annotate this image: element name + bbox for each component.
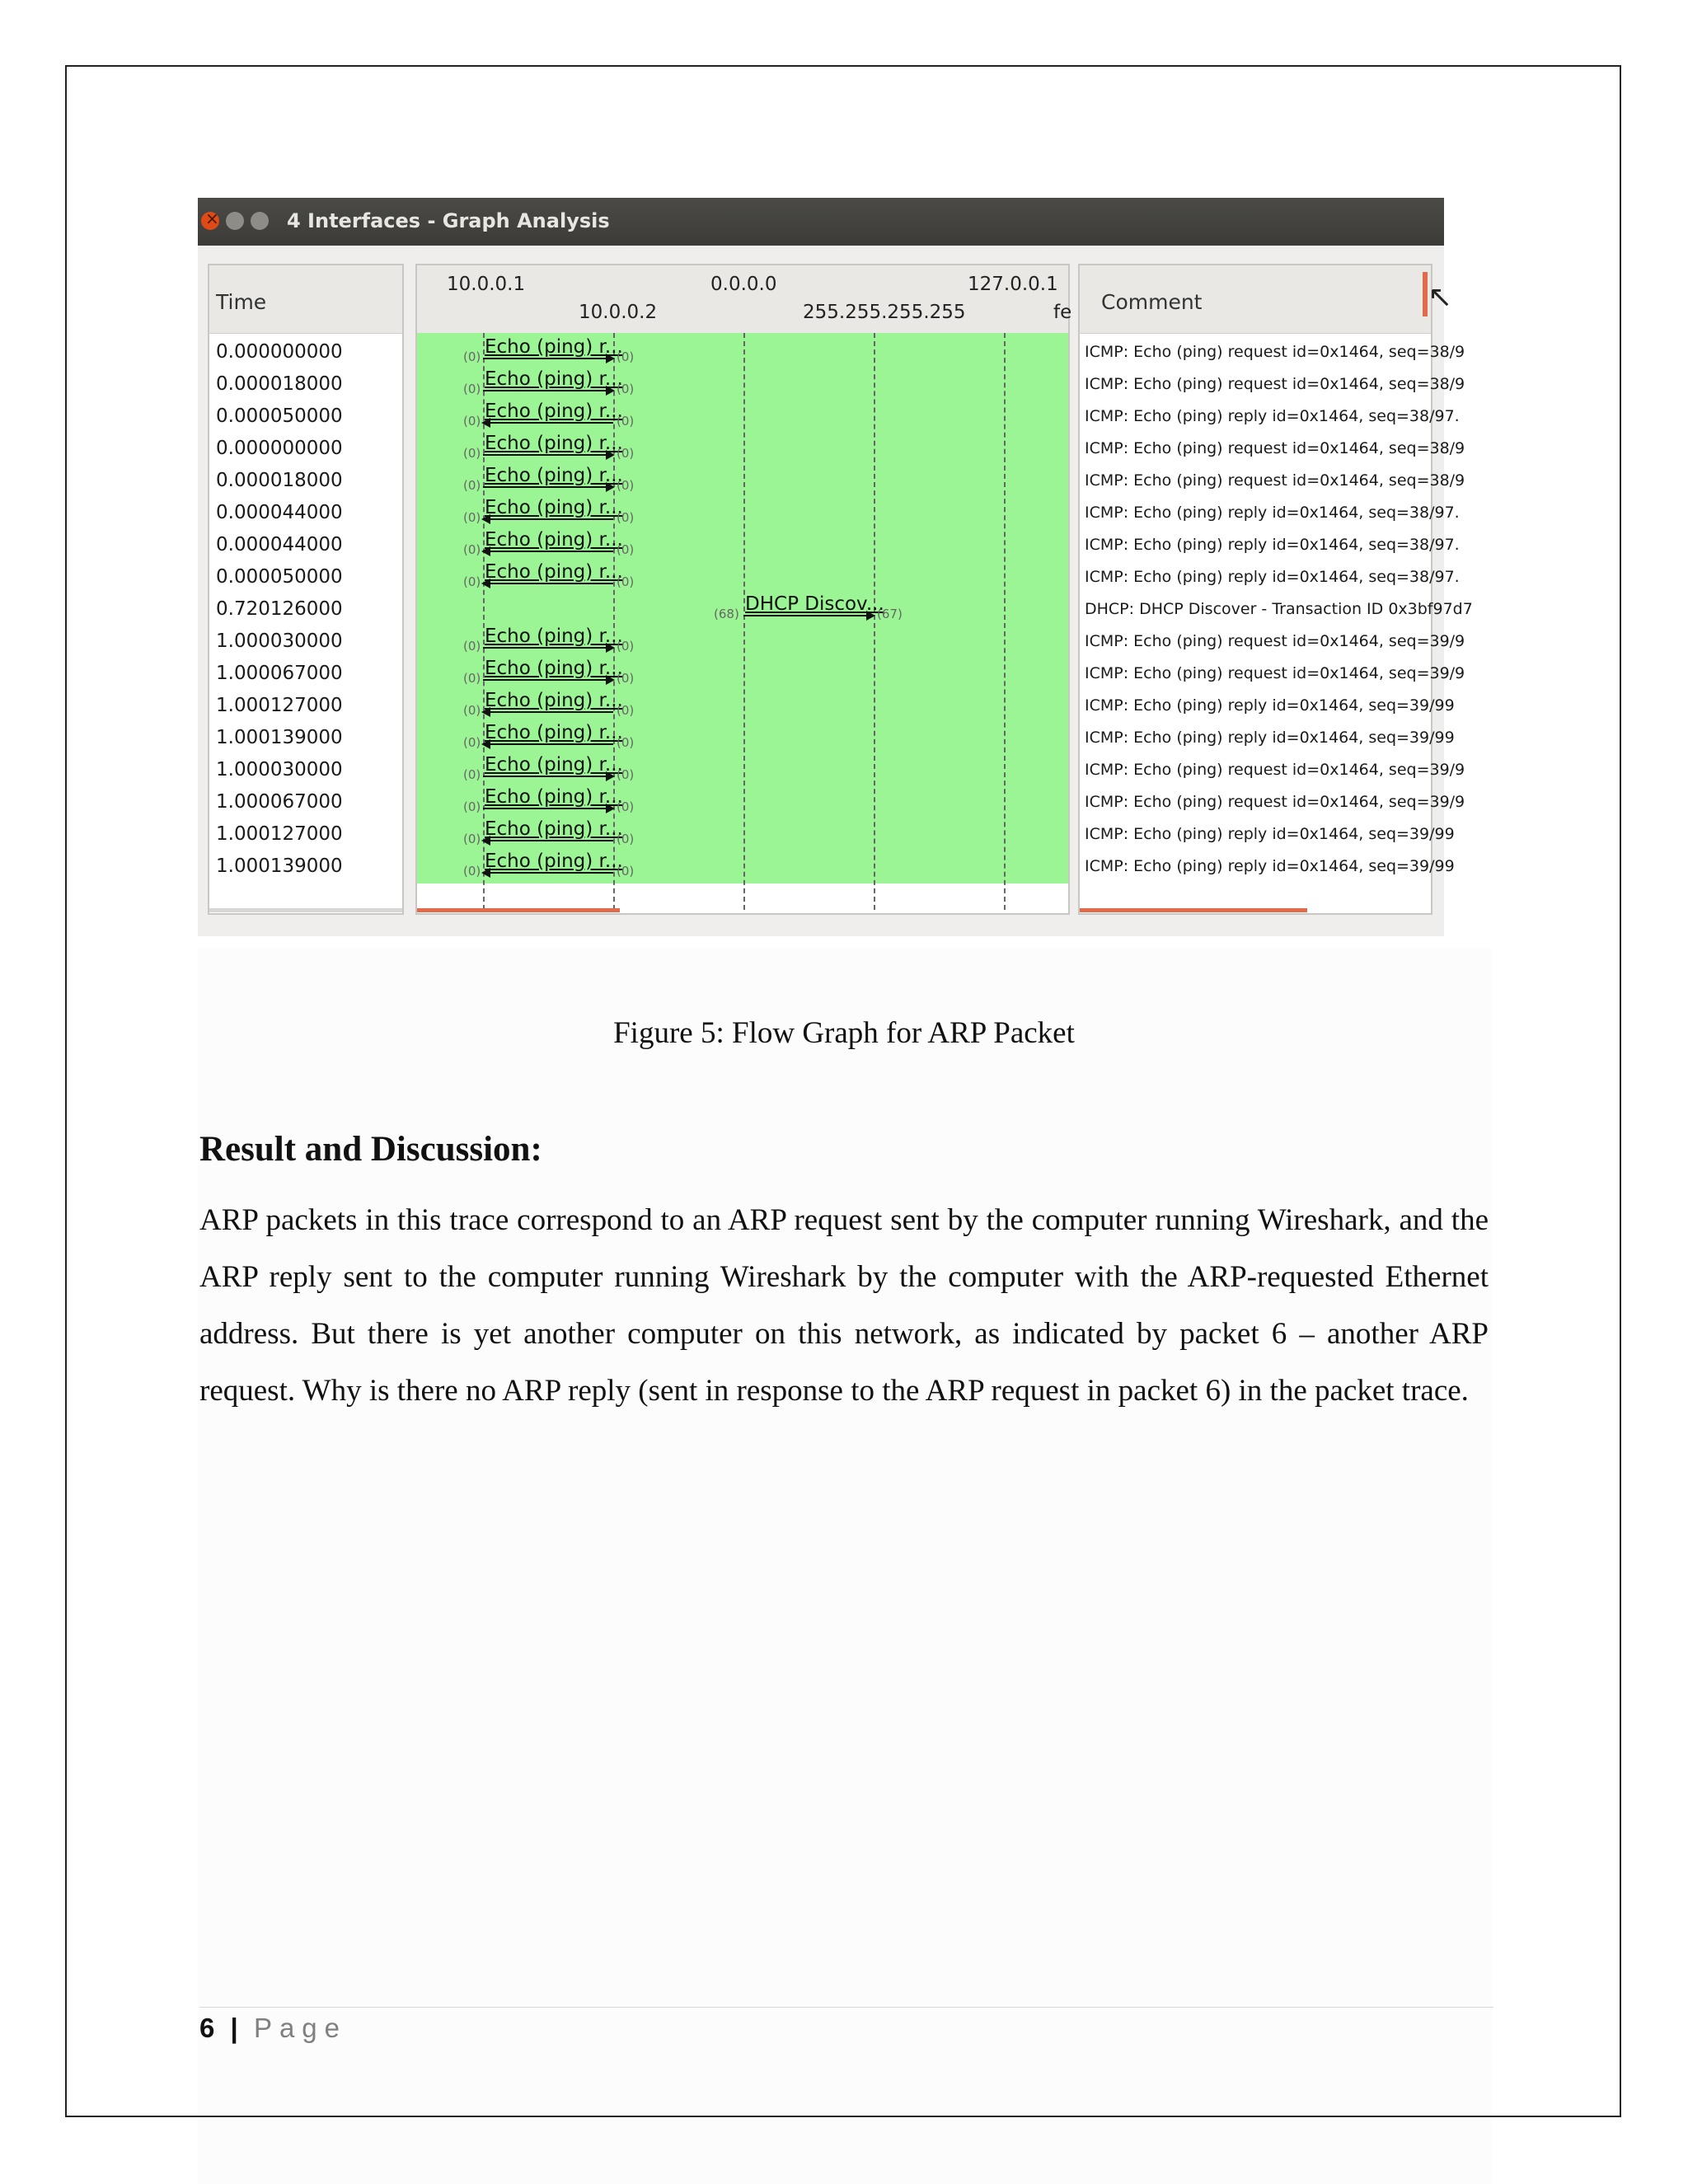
section-heading: Result and Discussion: bbox=[199, 1130, 542, 1169]
destination-port-label: (0) bbox=[617, 767, 635, 782]
time-cell[interactable]: 0.000018000 bbox=[216, 373, 343, 395]
node-lifeline bbox=[1004, 333, 1006, 910]
source-port-label: (0) bbox=[463, 864, 481, 879]
time-cell[interactable]: 1.000139000 bbox=[216, 727, 343, 748]
time-cell[interactable]: 0.000044000 bbox=[216, 534, 343, 555]
flow-arrow bbox=[483, 551, 613, 552]
body-paragraph: ARP packets in this trace correspond to an ARP request sent by the computer running Wireshark, and the ARP reply sent to the computer running Wireshark by the computer with the ARP-requested Ethernet address. But there is yet another computer on this network, as indicated by packet 6 – another ARP request. Why is there no ARP reply (sent in response to the ARP request in packet 6) in the packet trace. bbox=[199, 1203, 1489, 1408]
destination-port-label: (0) bbox=[617, 735, 635, 750]
flow-message-label[interactable]: Echo (ping) r... bbox=[485, 465, 623, 486]
comment-cell[interactable]: ICMP: Echo (ping) reply id=0x1464, seq=38/97. bbox=[1085, 407, 1460, 425]
time-cell[interactable]: 0.000050000 bbox=[216, 405, 343, 427]
node-label: 10.0.0.1 bbox=[447, 274, 526, 295]
window-title: 4 Interfaces - Graph Analysis bbox=[287, 209, 610, 232]
comment-cell[interactable]: ICMP: Echo (ping) request id=0x1464, seq=39/9 bbox=[1085, 793, 1465, 811]
time-cell[interactable]: 1.000030000 bbox=[216, 630, 343, 652]
destination-port-label: (0) bbox=[617, 349, 635, 364]
comment-cell[interactable]: ICMP: Echo (ping) request id=0x1464, seq=39/9 bbox=[1085, 632, 1465, 650]
comment-cell[interactable]: ICMP: Echo (ping) reply id=0x1464, seq=38/97. bbox=[1085, 504, 1460, 522]
flow-message-label[interactable]: Echo (ping) r... bbox=[485, 561, 623, 583]
comment-cell[interactable]: ICMP: Echo (ping) reply id=0x1464, seq=39/99 bbox=[1085, 696, 1455, 715]
time-cell[interactable]: 0.000018000 bbox=[216, 470, 343, 491]
comment-cell[interactable]: ICMP: Echo (ping) request id=0x1464, seq=39/9 bbox=[1085, 664, 1465, 682]
flow-message-label[interactable]: Echo (ping) r... bbox=[485, 722, 623, 743]
source-port-label: (0) bbox=[463, 735, 481, 750]
flow-arrow bbox=[483, 486, 613, 488]
destination-port-label: (0) bbox=[617, 446, 635, 461]
destination-port-label: (0) bbox=[617, 510, 635, 525]
time-cell[interactable]: 0.000000000 bbox=[216, 341, 343, 363]
time-cell[interactable]: 1.000067000 bbox=[216, 663, 343, 684]
graph-scrollbar-thumb[interactable] bbox=[417, 908, 620, 912]
source-port-label: (0) bbox=[463, 542, 481, 557]
flow-arrow bbox=[483, 358, 613, 359]
flow-message-label[interactable]: Echo (ping) r... bbox=[485, 851, 623, 872]
flow-message-label[interactable]: Echo (ping) r... bbox=[485, 818, 623, 840]
destination-port-label: (0) bbox=[617, 639, 635, 654]
comment-cell[interactable]: ICMP: Echo (ping) reply id=0x1464, seq=39/99 bbox=[1085, 729, 1455, 747]
flow-graph-pane[interactable] bbox=[415, 264, 1070, 915]
time-cell[interactable]: 1.000127000 bbox=[216, 823, 343, 845]
node-lifeline bbox=[743, 333, 745, 910]
source-port-label: (0) bbox=[463, 382, 481, 396]
comment-cell[interactable]: ICMP: Echo (ping) request id=0x1464, seq=38/9 bbox=[1085, 375, 1465, 393]
comment-scrollbar-thumb[interactable] bbox=[1080, 908, 1307, 912]
footer-separator: | bbox=[230, 2013, 238, 2043]
page-word: Page bbox=[253, 2013, 348, 2043]
source-port-label: (0) bbox=[463, 639, 481, 654]
source-port-label: (0) bbox=[463, 510, 481, 525]
comment-cell[interactable]: ICMP: Echo (ping) reply id=0x1464, seq=39/99 bbox=[1085, 825, 1455, 843]
destination-port-label: (0) bbox=[617, 542, 635, 557]
destination-port-label: (0) bbox=[617, 703, 635, 718]
flow-arrow bbox=[743, 615, 874, 616]
source-port-label: (0) bbox=[463, 414, 481, 429]
flow-message-label[interactable]: Echo (ping) r... bbox=[485, 433, 623, 454]
flow-message-label[interactable]: DHCP Discov... bbox=[745, 593, 884, 615]
comment-cell[interactable]: ICMP: Echo (ping) reply id=0x1464, seq=38/97. bbox=[1085, 536, 1460, 554]
figure-caption: Figure 5: Flow Graph for ARP Packet bbox=[613, 1016, 1075, 1050]
flow-arrow bbox=[483, 583, 613, 584]
close-icon[interactable] bbox=[201, 212, 219, 230]
footer-rule bbox=[199, 2007, 1493, 2008]
source-port-label: (0) bbox=[463, 478, 481, 493]
flow-arrow bbox=[483, 711, 613, 713]
time-cell[interactable]: 1.000127000 bbox=[216, 695, 343, 716]
flow-arrow bbox=[483, 872, 613, 874]
time-header bbox=[209, 265, 402, 334]
source-port-label: (0) bbox=[463, 349, 481, 364]
flow-arrow bbox=[483, 840, 613, 841]
destination-port-label: (0) bbox=[617, 574, 635, 589]
node-label: fe bbox=[1053, 302, 1072, 323]
time-header-label: Time bbox=[216, 290, 267, 314]
flow-message-label[interactable]: Echo (ping) r... bbox=[485, 754, 623, 776]
mouse-cursor-icon: ↖ bbox=[1428, 280, 1453, 314]
time-cell[interactable]: 0.000050000 bbox=[216, 566, 343, 588]
source-port-label: (0) bbox=[463, 446, 481, 461]
comment-cell[interactable]: DHCP: DHCP Discover - Transaction ID 0x3bf97d7 bbox=[1085, 600, 1473, 618]
comment-cell[interactable]: ICMP: Echo (ping) reply id=0x1464, seq=39/99 bbox=[1085, 857, 1455, 875]
comment-pane[interactable] bbox=[1078, 264, 1473, 915]
flow-message-label[interactable]: Echo (ping) r... bbox=[485, 529, 623, 551]
source-port-label: (0) bbox=[463, 703, 481, 718]
graph-header bbox=[417, 265, 1072, 334]
node-lifeline bbox=[874, 333, 875, 910]
time-cell[interactable]: 0.000000000 bbox=[216, 438, 343, 459]
comment-cell[interactable]: ICMP: Echo (ping) request id=0x1464, seq=38/9 bbox=[1085, 471, 1465, 490]
page-footer bbox=[199, 2013, 347, 2044]
flow-message-label[interactable]: Echo (ping) r... bbox=[485, 786, 623, 808]
flow-arrow bbox=[483, 518, 613, 520]
destination-port-label: (67) bbox=[877, 607, 903, 621]
flow-message-label[interactable]: Echo (ping) r... bbox=[485, 401, 623, 422]
flow-arrow bbox=[483, 647, 613, 649]
flow-arrow bbox=[483, 776, 613, 777]
destination-port-label: (0) bbox=[617, 671, 635, 686]
source-port-label: (0) bbox=[463, 574, 481, 589]
node-label: 10.0.0.2 bbox=[579, 302, 658, 323]
time-pane[interactable] bbox=[208, 264, 404, 915]
time-cell[interactable]: 1.000139000 bbox=[216, 855, 343, 877]
time-cell[interactable]: 1.000030000 bbox=[216, 759, 343, 780]
flow-arrow bbox=[483, 390, 613, 391]
comment-cell[interactable]: ICMP: Echo (ping) request id=0x1464, seq=38/9 bbox=[1085, 343, 1465, 361]
flow-message-label[interactable]: Echo (ping) r... bbox=[485, 336, 623, 358]
comment-header-label: Comment bbox=[1101, 290, 1203, 314]
comment-cell[interactable]: ICMP: Echo (ping) request id=0x1464, seq=39/9 bbox=[1085, 761, 1465, 779]
flow-message-label[interactable]: Echo (ping) r... bbox=[485, 626, 623, 647]
destination-port-label: (0) bbox=[617, 864, 635, 879]
flow-message-label[interactable]: Echo (ping) r... bbox=[485, 497, 623, 518]
time-cell[interactable]: 0.000044000 bbox=[216, 502, 343, 523]
node-label: 127.0.0.1 bbox=[968, 274, 1058, 295]
destination-port-label: (0) bbox=[617, 478, 635, 493]
flow-message-label[interactable]: Echo (ping) r... bbox=[485, 658, 623, 679]
source-port-label: (0) bbox=[463, 671, 481, 686]
flow-arrow bbox=[483, 679, 613, 681]
flow-message-label[interactable]: Echo (ping) r... bbox=[485, 690, 623, 711]
window-titlebar bbox=[198, 198, 1444, 246]
flow-arrow bbox=[483, 743, 613, 745]
flow-arrow bbox=[483, 808, 613, 809]
comment-cell[interactable]: ICMP: Echo (ping) request id=0x1464, seq=38/9 bbox=[1085, 439, 1465, 457]
source-port-label: (0) bbox=[463, 767, 481, 782]
flow-message-label[interactable]: Echo (ping) r... bbox=[485, 368, 623, 390]
destination-port-label: (0) bbox=[617, 414, 635, 429]
comment-header bbox=[1080, 265, 1431, 334]
maximize-icon[interactable] bbox=[251, 212, 269, 230]
node-label: 255.255.255.255 bbox=[803, 302, 966, 323]
time-scrollbar[interactable] bbox=[209, 908, 402, 912]
time-cell[interactable]: 0.720126000 bbox=[216, 598, 343, 620]
source-port-label: (68) bbox=[714, 607, 739, 621]
flow-arrow bbox=[483, 454, 613, 456]
destination-port-label: (0) bbox=[617, 832, 635, 846]
minimize-icon[interactable] bbox=[226, 212, 244, 230]
destination-port-label: (0) bbox=[617, 799, 635, 814]
comment-cell[interactable]: ICMP: Echo (ping) reply id=0x1464, seq=38/97. bbox=[1085, 568, 1460, 586]
node-label: 0.0.0.0 bbox=[710, 274, 777, 295]
destination-port-label: (0) bbox=[617, 382, 635, 396]
flow-arrow bbox=[483, 422, 613, 424]
graph-analysis-window bbox=[198, 198, 1473, 936]
source-port-label: (0) bbox=[463, 799, 481, 814]
source-port-label: (0) bbox=[463, 832, 481, 846]
page-number: 6 bbox=[199, 2013, 215, 2043]
time-cell[interactable]: 1.000067000 bbox=[216, 791, 343, 813]
